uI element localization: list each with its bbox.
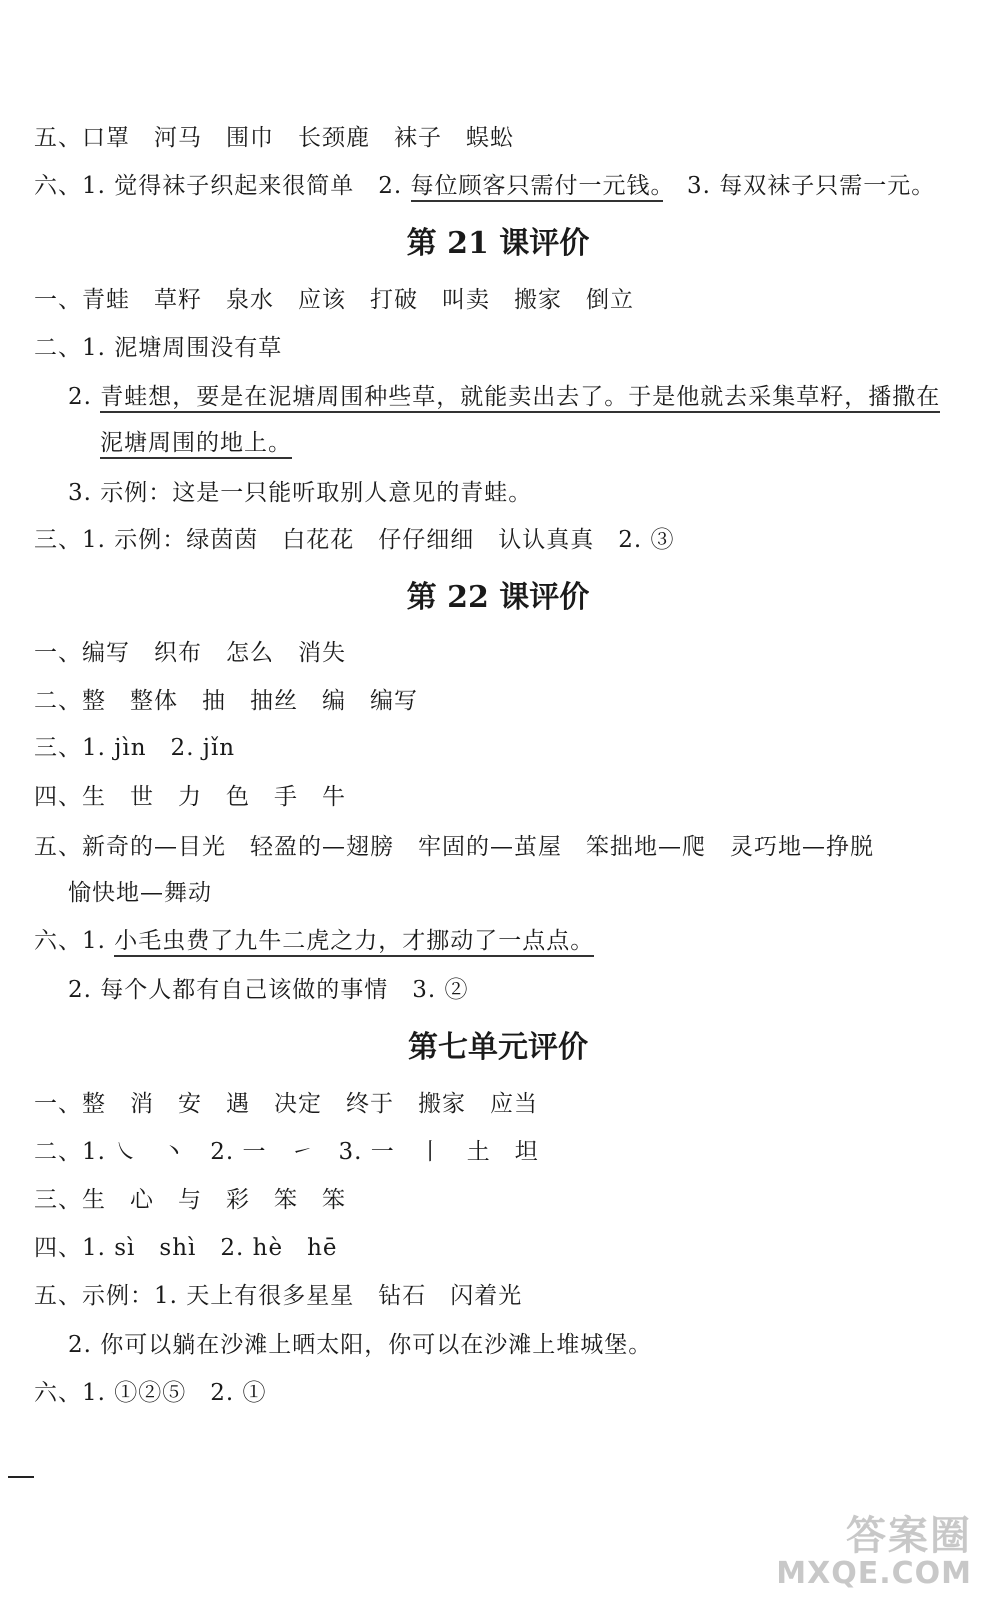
l21-answer-2-2-cont [100, 428, 292, 458]
l22-answer-1: 一、编写 织布 怎么 消失 [34, 640, 346, 666]
answer-text: 3. 每双袜子只需一元。 [663, 173, 936, 199]
underlined-answer: 小毛虫费了九牛二虎之力，才挪动了一点点。 [114, 928, 594, 957]
watermark-text: 答案圈 [846, 1513, 972, 1559]
section-title-lesson-22: 第 22 课评价 [406, 580, 590, 615]
l22-answer-6-2: 2. 每个人都有自己该做的事情 3. ② [68, 977, 469, 1003]
underlined-answer: 泥塘周围的地上。 [100, 430, 292, 459]
answer-text: 六、1. [34, 928, 115, 954]
u7-answer-5-2: 2. 你可以躺在沙滩上晒太阳，你可以在沙滩上堆城堡。 [68, 1332, 653, 1358]
section-title-unit-7: 第七单元评价 [408, 1030, 588, 1065]
watermark-url: MXQE.COM [776, 1556, 972, 1591]
l22-answer-4: 四、生 世 力 色 手 牛 [34, 784, 346, 810]
l21-answer-3: 三、1. 示例：绿茵茵 白花花 仔仔细细 认认真真 2. ③ [34, 527, 675, 553]
underlined-answer: 青蛙想，要是在泥塘周围种些草，就能卖出去了。于是他就去采集草籽，播撒在 [100, 384, 940, 413]
l21-answer-2-2 [68, 382, 940, 412]
u7-answer-5-1: 五、示例：1. 天上有很多星星 钻石 闪着光 [34, 1283, 523, 1309]
l22-answer-6-1 [34, 926, 594, 956]
section-title-lesson-21: 第 21 课评价 [406, 226, 590, 261]
u7-answer-1: 一、整 消 安 遇 决定 终于 搬家 应当 [34, 1091, 538, 1117]
watermark-logo [776, 1514, 972, 1590]
u7-answer-6: 六、1. ①②⑤ 2. ① [34, 1380, 267, 1406]
answer-line-5: 五、口罩 河马 围巾 长颈鹿 袜子 蜈蚣 [34, 125, 514, 151]
l21-answer-1: 一、青蛙 草籽 泉水 应该 打破 叫卖 搬家 倒立 [34, 287, 634, 313]
footer-rule [8, 1476, 34, 1478]
answer-number: 2. [68, 384, 101, 410]
u7-answer-4: 四、1. sì shì 2. hè hē [34, 1235, 338, 1261]
u7-answer-2: 二、1. ㇏ 丶 2. 一 ㇀ 3. 一 丨 土 坦 [34, 1139, 539, 1165]
u7-answer-3: 三、生 心 与 彩 笨 笨 [34, 1187, 346, 1213]
l22-answer-3: 三、1. jìn 2. jǐn [34, 735, 236, 761]
answer-text: 六、1. 觉得袜子织起来很简单 2. [34, 173, 411, 199]
underlined-answer: 每位顾客只需付一元钱。 [411, 173, 664, 202]
answer-line-6 [34, 171, 935, 201]
l22-answer-5-cont: 愉快地—舞动 [68, 880, 212, 906]
l21-answer-2-1: 二、1. 泥塘周围没有草 [34, 335, 283, 361]
l22-answer-2: 二、整 整体 抽 抽丝 编 编写 [34, 688, 418, 714]
l22-answer-5: 五、新奇的—目光 轻盈的—翅膀 牢固的—茧屋 笨拙地—爬 灵巧地—挣脱 [34, 834, 874, 860]
l21-answer-2-3: 3. 示例：这是一只能听取别人意见的青蛙。 [68, 480, 533, 506]
